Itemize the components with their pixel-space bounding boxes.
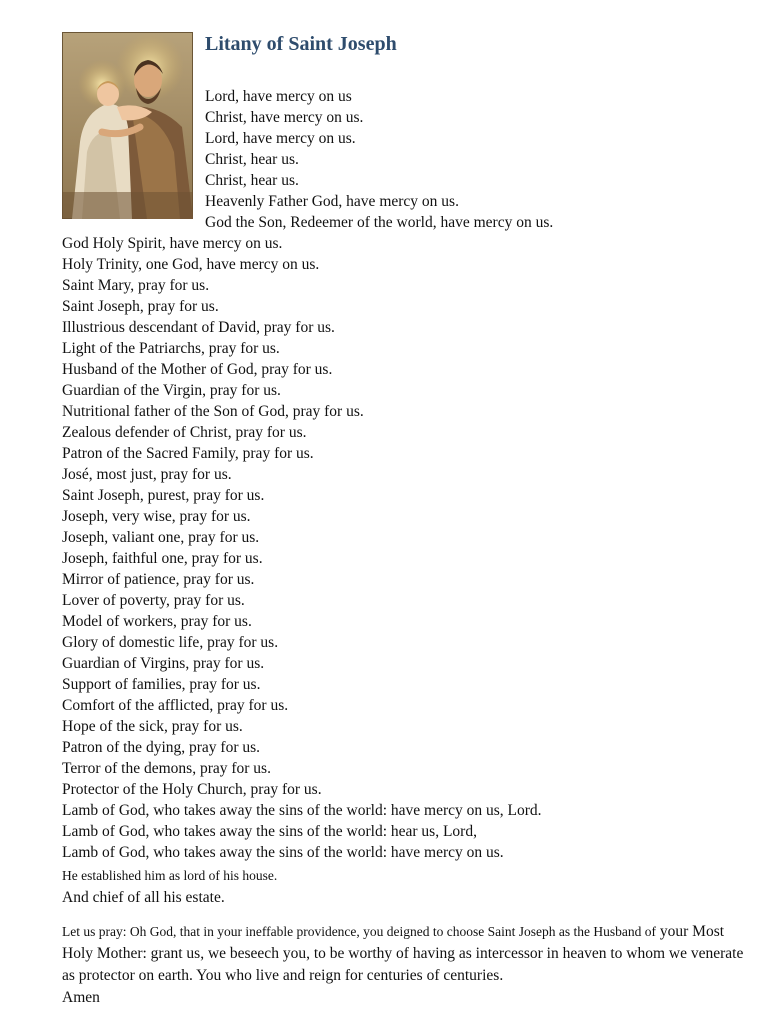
litany-line: Patron of the dying, pray for us. [62, 739, 261, 756]
litany-line: Lamb of God, who takes away the sins of the world: hear us, Lord, [62, 823, 477, 840]
litany-line: Saint Joseph, pray for us. [62, 298, 219, 315]
response: And chief of all his estate. [62, 889, 225, 906]
litany-line: Lord, have mercy on us [205, 88, 352, 105]
litany-line: Christ, hear us. [205, 151, 299, 168]
closing-prayer [62, 921, 752, 1009]
document-title: Litany of Saint Joseph [205, 33, 397, 55]
saint-joseph-illustration [62, 32, 193, 219]
litany-line: Terror of the demons, pray for us. [62, 760, 271, 777]
litany-line: Mirror of patience, pray for us. [62, 571, 255, 588]
litany-line: Joseph, valiant one, pray for us. [62, 529, 260, 546]
litany-line: Protector of the Holy Church, pray for us. [62, 781, 322, 798]
litany-line: Guardian of Virgins, pray for us. [62, 655, 265, 672]
litany-line: Lamb of God, who takes away the sins of the world: have mercy on us, Lord. [62, 802, 542, 819]
versicle: He established him as lord of his house. [62, 868, 278, 883]
litany-line: Saint Joseph, purest, pray for us. [62, 487, 265, 504]
litany-line: Lamb of God, who takes away the sins of the world: have mercy on us. [62, 844, 504, 861]
litany-line: Guardian of the Virgin, pray for us. [62, 382, 281, 399]
litany-line: Christ, have mercy on us. [205, 109, 364, 126]
litany-line: Illustrious descendant of David, pray for us. [62, 319, 335, 336]
litany-line: Christ, hear us. [205, 172, 299, 189]
litany-line: Husband of the Mother of God, pray for us. [62, 361, 333, 378]
litany-line: Light of the Patriarchs, pray for us. [62, 340, 280, 357]
amen: Amen [62, 989, 100, 1006]
litany-line: Nutritional father of the Son of God, pray for us. [62, 403, 364, 420]
litany-line: Patron of the Sacred Family, pray for us. [62, 445, 314, 462]
litany-line: Model of workers, pray for us. [62, 613, 252, 630]
litany-line: Lord, have mercy on us. [205, 130, 356, 147]
litany-line: Zealous defender of Christ, pray for us. [62, 424, 307, 441]
saint-joseph-holy-card-icon [62, 32, 193, 219]
litany-line: Hope of the sick, pray for us. [62, 718, 243, 735]
litany-line: Saint Mary, pray for us. [62, 277, 210, 294]
litany-line: Glory of domestic life, pray for us. [62, 634, 279, 651]
litany-line: Lover of poverty, pray for us. [62, 592, 245, 609]
litany-line: Joseph, very wise, pray for us. [62, 508, 251, 525]
prayer-lead: Let us pray: Oh God, that in your ineffable providence, you deigned to choose Saint Joseph as the Husband of [62, 924, 656, 939]
litany-line: Support of families, pray for us. [62, 676, 261, 693]
litany-line: God Holy Spirit, have mercy on us. [62, 235, 283, 252]
litany-line: Joseph, faithful one, pray for us. [62, 550, 263, 567]
litany-line: Comfort of the afflicted, pray for us. [62, 697, 289, 714]
litany-line: Holy Trinity, one God, have mercy on us. [62, 256, 320, 273]
litany-line: God the Son, Redeemer of the world, have mercy on us. [205, 214, 554, 231]
litany-line: José, most just, pray for us. [62, 466, 232, 483]
litany-line: Heavenly Father God, have mercy on us. [205, 193, 459, 210]
prayer-body: your Most Holy Mother: grant us, we beseech you, to be worthy of having as intercessor in heaven to whom we venerate as protector on earth. You who live and reign for centuries of centuries. [62, 923, 744, 984]
